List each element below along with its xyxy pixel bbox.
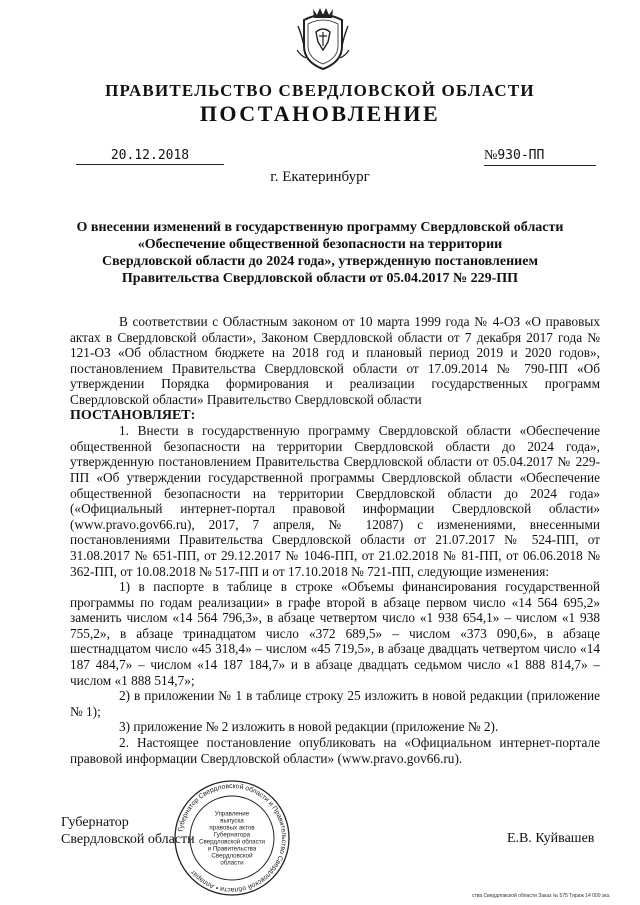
preamble-paragraph: В соответствии с Областным законом от 10 марта 1999 года № 4-ОЗ «О правовых актах в Свердловской области», Законом Свердловской области от 7 декабря 2017 года № 121-ОЗ «Об областном бюджете на 2018 год и плановый период 2019 и 2020 годов», постановлением Правительства Свердловской области от 17.09.2014 № 790-ПП «Об утверждении Порядка формирования и реализации государственных программ Свердловской области» Правительство Свердловской области [70, 314, 600, 407]
stamp-ring-text: Губернатор Свердловской области и Правительство Свердловской области • Аппарат [177, 782, 288, 894]
subject-line: Правительства Свердловской области от 05.04.2017 № 229-ПП [121, 271, 519, 286]
document-subject [70, 219, 570, 287]
stamp-inner-line: Свердловской [211, 852, 253, 860]
clause-1: 1. Внести в государственную программу Свердловской области «Обеспечение общественной безопасности на территории Свердловской области до 2024 года», утвержденную постановлением Правительства Свердловской области от 05.04.2017 № 229-ПП «Об утверждении государственной программы Свердловской области «Обеспечение общественной безопасности на территории Свердловской области до 2024 года» («Официальный интернет-портал правовой информации Свердловской области» (www.pravo.gov66.ru), 2017, 7 апреля, № 12087) с изменениями, внесенными постановлениями Правительства Свердловской области от 21.07.2017 № 524-ПП, от 31.08.2017 № 651-ПП, от 29.12.2017 № 1046-ПП, от 21.02.2018 № 81-ПП, от 06.06.2018 № 362-ПП, от 10.08.2018 № 517-ПП и от 17.10.2018 № 721-ПП, следующие изменения: [70, 423, 600, 579]
government-name: ПРАВИТЕЛЬСТВО СВЕРДЛОВСКОЙ ОБЛАСТИ [105, 81, 535, 100]
print-info: ства Свердловской области Заказ № 575 Тираж 14 000 экз. [472, 893, 611, 899]
signer-title-line: Губернатор [61, 815, 129, 830]
document-body [70, 314, 600, 766]
document-type: ПОСТАНОВЛЕНИЕ [199, 101, 441, 126]
clause-1-3: 3) приложение № 2 изложить в новой редакции (приложение № 2). [119, 719, 499, 735]
number-sign: № [484, 148, 498, 163]
stamp-inner-line: выпуска [220, 817, 244, 825]
official-stamp [172, 778, 292, 898]
document-number [484, 148, 596, 166]
subject-line: «Обеспечение общественной безопасности на территории [137, 237, 503, 252]
stamp-inner-line: области [220, 859, 244, 867]
number-value: 930-ПП [497, 148, 545, 163]
stamp-inner-line: Свердловской области [198, 838, 266, 846]
clause-1-2: 2) в приложении № 1 в таблице строку 25 изложить в новой редакции (приложение № 1); [70, 688, 600, 719]
stamp-inner-line: Управление [214, 810, 250, 818]
city: г. Екатеринбург [270, 169, 370, 185]
stamp-inner-line: Губернатора [213, 831, 251, 839]
subject-line: Свердловской области до 2024 года», утвержденную постановлением [102, 254, 538, 269]
document-date: 20.12.2018 [76, 148, 224, 165]
resolves-heading: ПОСТАНОВЛЯЕТ: [70, 407, 196, 423]
stamp-inner-line: и Правительства [207, 845, 257, 853]
stamp-inner-text [199, 811, 266, 867]
stamp-inner-line: правовых актов [209, 824, 255, 832]
clause-2: 2. Настоящее постановление опубликовать на «Официальном интернет-портале правовой информации Свердловской области» (www.pravo.gov66.ru). [70, 735, 600, 766]
signer-title-line: Свердловской области [61, 832, 195, 847]
coat-of-arms-icon [296, 6, 350, 72]
clause-1-1: 1) в паспорте в таблице в строке «Объемы финансирования государственной программы по годам реализации» в графе второй в абзаце первом число «14 564 695,2» заменить числом «14 564 796,3», в абзаце четвертом число «1 938 654,1» – числом «1 938 755,2», в абзаце тринадцатом число «372 689,5» – числом «373 090,6», в абзаце шестнадцатом число «45 318,4» – числом «45 719,5», в абзаце двадцать четвертом число «14 187 484,7» – числом «14 187 184,7» и в абзаце двадцать седьмом число «1 888 814,7» – числом «1 888 514,7»; [70, 579, 600, 688]
subject-line: О внесении изменений в государственную программу Свердловской области [76, 220, 564, 235]
signer-name: Е.В. Куйвашев [507, 831, 595, 846]
